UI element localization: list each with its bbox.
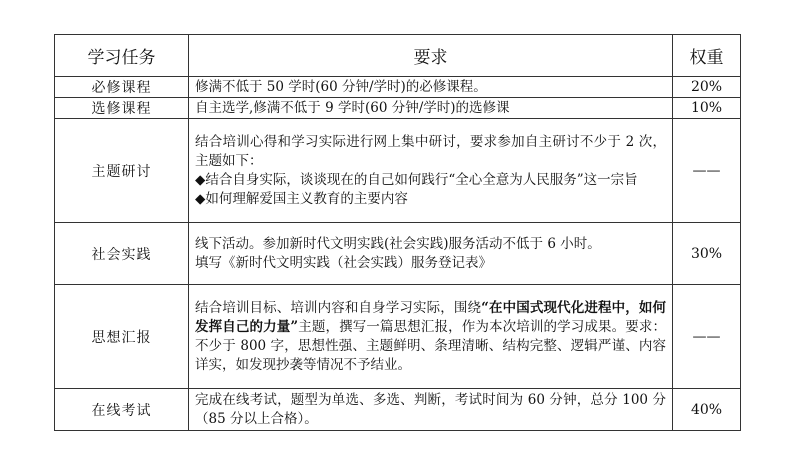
requirement-bullet: ◆如何理解爱国主义教育的主要内容: [195, 190, 408, 207]
requirement-cell: [189, 98, 673, 119]
table-row: [55, 119, 741, 223]
task-cell: 思想汇报: [55, 285, 189, 389]
table-row: [55, 223, 741, 285]
table-row: [55, 285, 741, 389]
requirement-cell: [189, 77, 673, 98]
table-row: [55, 98, 741, 119]
requirement-cell: [189, 223, 673, 285]
weight-cell: 10%: [673, 98, 741, 119]
weight-cell: ——: [673, 285, 741, 389]
requirement-line: 自主选学,修满不低于 9 学时(60 分钟/学时)的选修课: [195, 99, 510, 116]
requirement-rest: 主题，撰写一篇思想汇报，作为本次培训的学习成果。要求：不少于 800 字，思想性强、主题鲜明、条理清晰、结构完整、逻辑严谨、内容详实，如发现抄袭等情况不予结业。: [195, 318, 667, 373]
task-cell: 主题研讨: [55, 119, 189, 223]
table-row: [55, 389, 741, 431]
task-cell: 在线考试: [55, 389, 189, 431]
requirement-cell: [189, 119, 673, 223]
task-cell: 选修课程: [55, 98, 189, 119]
weight-cell: ——: [673, 119, 741, 223]
weight-cell: 40%: [673, 389, 741, 431]
requirement-theme-bold: “在中国式现代化进程中，如何发挥自己的力量”: [195, 299, 667, 335]
task-cell: 社会实践: [55, 223, 189, 285]
header-task: 学习任务: [55, 35, 189, 77]
requirement-bullet: ◆结合自身实际，谈谈现在的自己如何践行“全心全意为人民服务”这一宗旨: [195, 171, 638, 188]
requirement-line: 完成在线考试，题型为单选、多选、判断，考试时间为 60 分钟，总分 100 分（85 分以上合格）。: [195, 391, 666, 427]
task-cell: 必修课程: [55, 77, 189, 98]
table-row: [55, 77, 741, 98]
requirement-line: 线下活动。参加新时代文明实践(社会实践)服务活动不低于 6 小时。: [195, 235, 601, 252]
requirement-line: 结合培训心得和学习实际进行网上集中研讨，要求参加自主研讨不少于 2 次，主题如下：: [195, 133, 666, 169]
requirements-table: [54, 34, 741, 431]
requirement-line: 修满不低于 50 学时(60 分钟/学时)的必修课程。: [195, 78, 487, 95]
requirement-cell: [189, 285, 673, 389]
weight-cell: 20%: [673, 77, 741, 98]
header-requirement: 要求: [189, 35, 673, 77]
weight-cell: 30%: [673, 223, 741, 285]
requirement-line: 填写《新时代文明实践（社会实践）服务登记表》: [195, 254, 492, 271]
requirement-intro: 结合培训目标、培训内容和自身学习实际，围绕: [195, 299, 482, 316]
requirement-paragraph: [195, 299, 666, 375]
header-row: [55, 35, 741, 77]
header-weight: 权重: [673, 35, 741, 77]
requirement-cell: [189, 389, 673, 431]
